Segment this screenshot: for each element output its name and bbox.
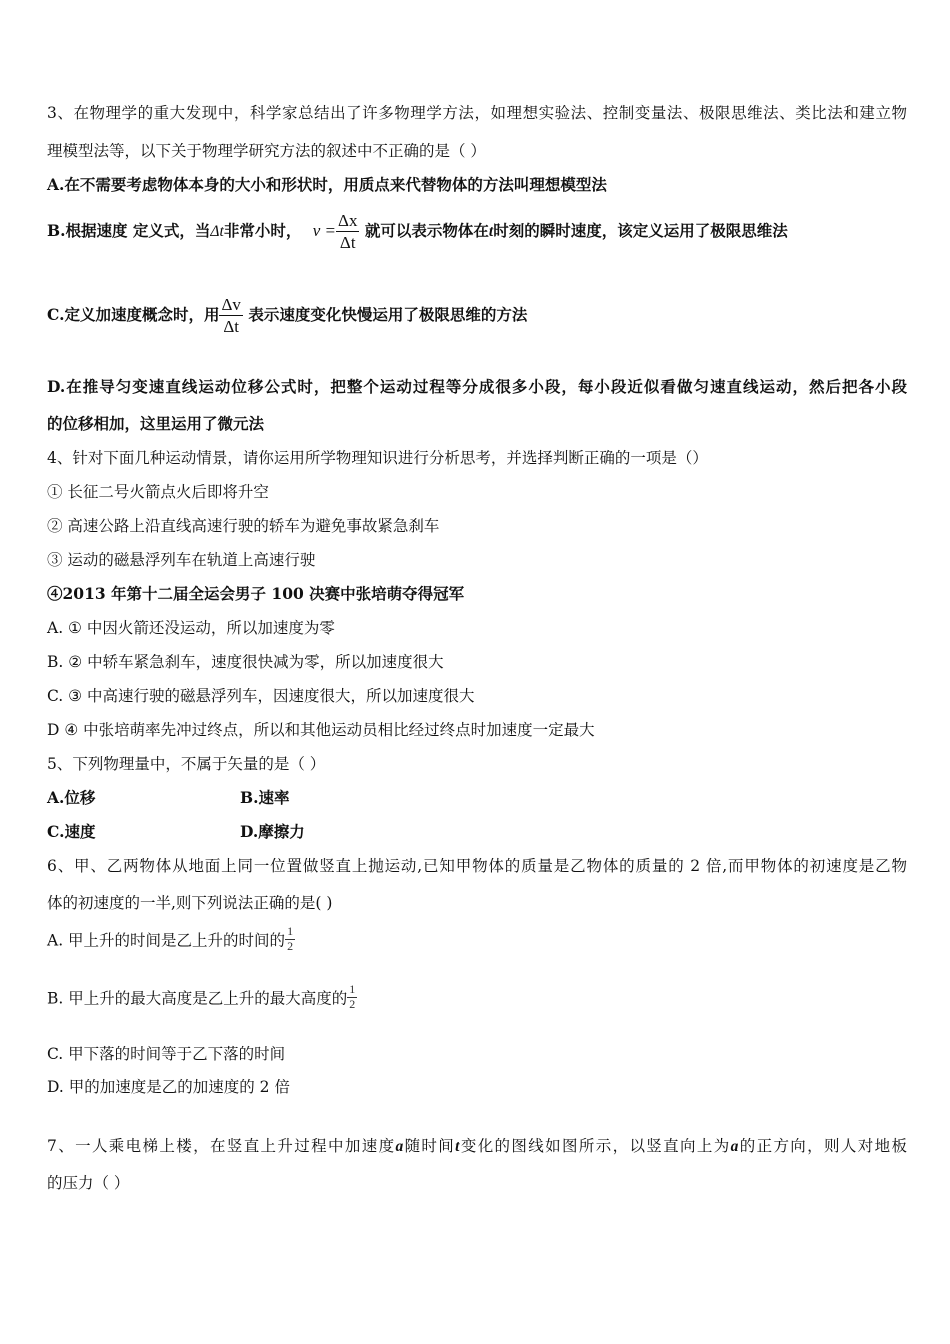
q3-option-b-dt: Δt (210, 222, 224, 240)
q7-stem-text1: 7、一人乘电梯上楼，在竖直上升过程中加速度 (47, 1137, 396, 1155)
q7-stem-line1 (47, 1134, 907, 1156)
q3-option-b-t: t (488, 222, 494, 240)
q4-option-d: D ④ 中张培萌率先冲过终点，所以和其他运动员相比经过终点时加速度一定最大 (47, 721, 595, 739)
q3-option-c-text1: C.定义加速度概念时，用 (47, 304, 220, 324)
q7-stem-text4: 的正方向，则人对地板 (738, 1137, 907, 1155)
q3-option-c-fraction (219, 294, 242, 338)
q3-option-c (47, 294, 527, 338)
q7-stem-line2: 的压力（ ） (47, 1174, 130, 1192)
q6-option-a (47, 925, 295, 954)
q4-scenario-2: ② 高速公路上沿直线高速行驶的轿车为避免事故紧急刹车 (47, 517, 440, 535)
q7-var-t: t (455, 1138, 460, 1155)
q6-option-b-denominator: 2 (349, 996, 356, 1011)
q6-option-b-numerator: 1 (349, 982, 356, 996)
q3-option-b (47, 210, 788, 254)
q6-option-a-numerator: 1 (287, 924, 294, 938)
q3-option-b-numerator: Δx (336, 210, 359, 232)
q4-option-b: B. ② 中轿车紧急刹车，速度很快减为零，所以加速度很大 (47, 653, 444, 671)
q3-option-b-fraction (336, 210, 359, 254)
q5-option-b: B.速率 (240, 788, 290, 807)
q4-scenario-4: ④2013 年第十二届全运会男子 100 决赛中张培萌夺得冠军 (47, 584, 465, 603)
q6-stem-line2: 体的初速度的一半,则下列说法正确的是( ) (47, 894, 333, 912)
q5-option-d: D.摩擦力 (240, 822, 305, 841)
q5-stem: 5、下列物理量中，不属于矢量的是（ ） (47, 755, 326, 773)
q3-stem-line2: 理模型法等，以下关于物理学研究方法的叙述中不正确的是（ ） (47, 142, 486, 160)
q7-stem-text2: 随时间 (403, 1137, 456, 1155)
q6-option-a-fraction (285, 925, 295, 954)
q3-option-c-numerator: Δv (219, 294, 242, 316)
q3-option-b-text1: B.根据速度 定义式，当 (47, 220, 211, 240)
q3-option-b-text4: 时刻的瞬时速度，该定义运用了极限思维法 (493, 220, 788, 240)
q7-stem-text3: 变化的图线如图所示，以竖直向上为 (459, 1137, 731, 1155)
q3-option-c-text2: 表示速度变化快慢运用了极限思维的方法 (248, 304, 528, 324)
q5-option-a: A.位移 (47, 788, 96, 807)
q6-option-b-text: B. 甲上升的最大高度是乙上升的最大高度的 (47, 989, 348, 1008)
q3-stem-line1: 3、在物理学的重大发现中，科学家总结出了许多物理学方法，如理想实验法、控制变量法、极限思维法、类比法和建立物 (47, 104, 907, 122)
q4-scenario-3: ③ 运动的磁悬浮列车在轨道上高速行驶 (47, 551, 316, 569)
q4-option-a: A. ① 中因火箭还没运动，所以加速度为零 (47, 619, 335, 637)
q3-option-b-denominator: Δt (339, 233, 356, 253)
q6-option-b-fraction (347, 983, 357, 1012)
q4-scenario-1: ① 长征二号火箭点火后即将升空 (47, 483, 269, 501)
q6-option-c: C. 甲下落的时间等于乙下落的时间 (47, 1045, 286, 1063)
q3-option-c-denominator: Δt (223, 317, 240, 337)
q3-option-d-line1: D.在推导匀变速直线运动位移公式时，把整个运动过程等分成很多小段，每小段近似看做匀速直线运动，然后把各小段 (47, 377, 907, 396)
q5-option-c: C.速度 (47, 822, 96, 841)
q3-option-b-text3: 就可以表示物体在 (364, 220, 489, 240)
q3-option-a: A.在不需要考虑物体本身的大小和形状时，用质点来代替物体的方法叫理想模型法 (47, 175, 607, 194)
q6-option-d: D. 甲的加速度是乙的加速度的 2 倍 (47, 1078, 290, 1096)
q3-option-d-line2: 的位移相加，这里运用了微元法 (47, 414, 265, 433)
q6-option-b (47, 983, 357, 1012)
q7-var-a-2: a (730, 1138, 739, 1155)
q6-option-a-text: A. 甲上升的时间是乙上升的时间的 (47, 931, 286, 950)
q4-stem: 4、针对下面几种运动情景，请你运用所学物理知识进行分析思考，并选择判断正确的一项是（） (47, 449, 708, 467)
q3-option-b-text2: 非常小时， (223, 220, 302, 240)
q6-stem-line1: 6、甲、乙两物体从地面上同一位置做竖直上抛运动,已知甲物体的质量是乙物体的质量的 2 倍,而甲物体的初速度是乙物 (47, 857, 907, 875)
q4-option-c: C. ③ 中高速行驶的磁悬浮列车，因速度很大，所以加速度很大 (47, 687, 475, 705)
q7-var-a: a (395, 1138, 404, 1155)
q3-option-b-v: v = (312, 220, 337, 240)
q6-option-a-denominator: 2 (287, 938, 294, 953)
